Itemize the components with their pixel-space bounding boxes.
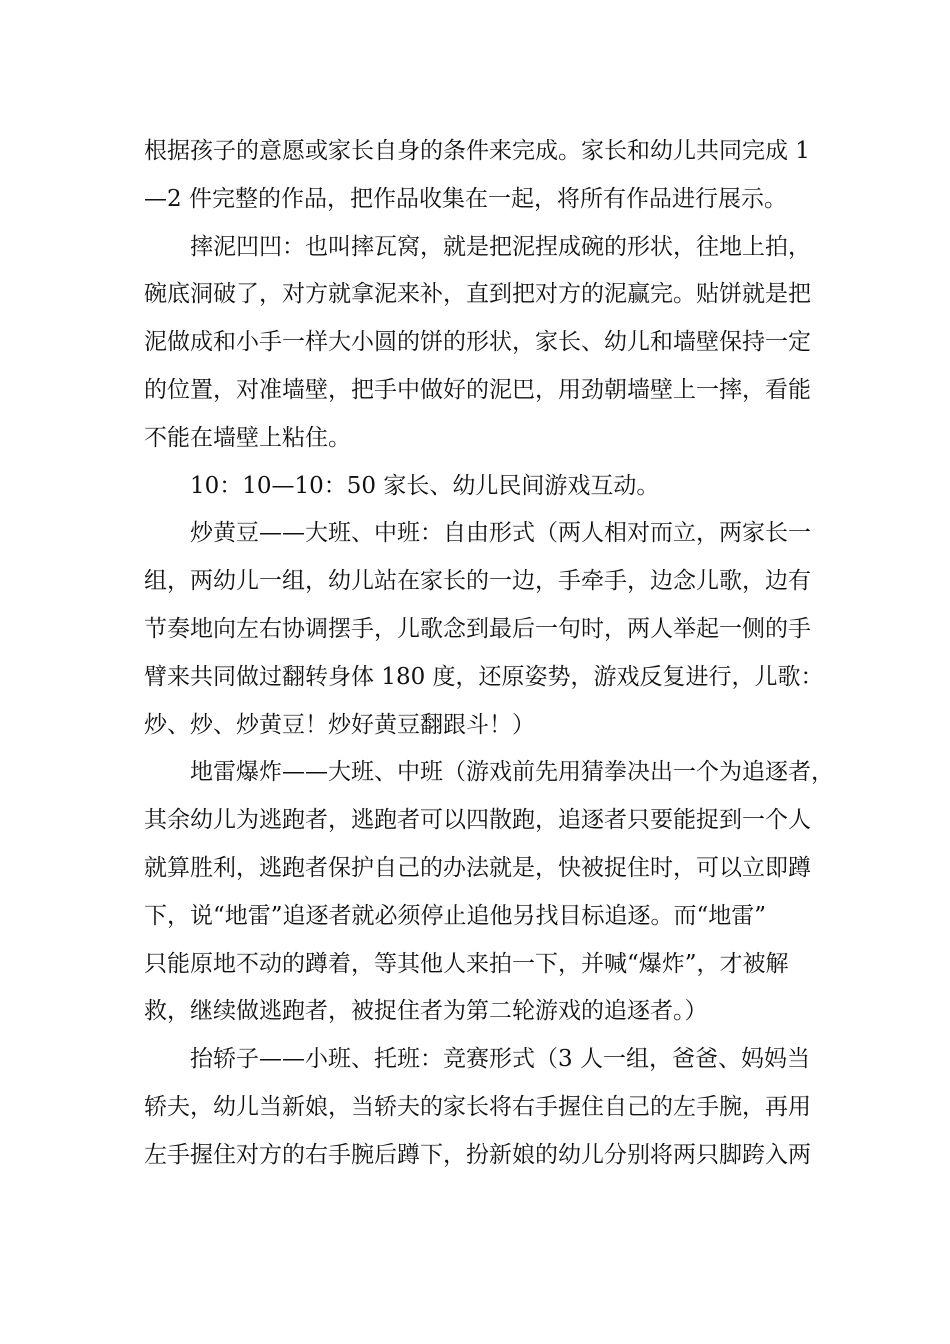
text-line: 下，说“地雷”追逐者就必须停止追他另找目标追逐。而“地雷” — [144, 902, 767, 929]
text-line: 10：10—10：50 家长、幼儿民间游戏互动。 — [190, 472, 660, 499]
text-line: 根据孩子的意愿或家长自身的条件来完成。家长和幼儿共同完成 1 — [144, 138, 810, 164]
text-line: 轿夫，幼儿当新娘，当轿夫的家长将右手握住自己的左手腕，再用 — [144, 1093, 811, 1120]
text-line: 只能原地不动的蹲着，等其他人来拍一下，并喊“爆炸”，才被解 — [144, 950, 789, 977]
text-line: 抬轿子——小班、托班：竞赛形式（3 人一组，爸爸、妈妈当 — [190, 1046, 810, 1073]
text-line: —2 件完整的作品，把作品收集在一起，将所有作品进行展示。 — [144, 185, 787, 212]
text-line: 组，两幼儿一组，幼儿站在家长的一边，手牵手，边念儿歌，边有 — [144, 568, 811, 595]
text-line: 就算胜利，逃跑者保护自己的办法就是，快被捉住时，可以立即蹲 — [144, 854, 811, 881]
text-line: 节奏地向左右协调摆手，儿歌念到最后一句时，两人举起一侧的手 — [144, 615, 811, 642]
text-line: 不能在墙壁上粘住。 — [144, 424, 351, 451]
text-line: 其余幼儿为逃跑者，逃跑者可以四散跑，追逐者只要能捉到一个人 — [144, 807, 811, 834]
text-line: 炒黄豆——大班、中班：自由形式（两人相对而立，两家长一 — [190, 520, 811, 547]
text-line: 臂来共同做过翻转身体 180 度，还原姿势，游戏反复进行，儿歌： — [144, 663, 824, 690]
text-line: 泥做成和小手一样大小圆的饼的形状，家长、幼儿和墙壁保持一定 — [144, 329, 811, 356]
body-text — [144, 128, 834, 1180]
text-line: 摔泥凹凹：也叫摔瓦窝，就是把泥捏成碗的形状，往地上拍， — [190, 233, 811, 260]
text-line: 地雷爆炸——大班、中班（游戏前先用猜拳决出一个为追逐者， — [190, 759, 834, 786]
text-line: 左手握住对方的右手腕后蹲下，扮新娘的幼儿分别将两只脚跨入两 — [144, 1141, 811, 1168]
text-line: 碗底洞破了，对方就拿泥来补，直到把对方的泥赢完。贴饼就是把 — [144, 281, 811, 308]
text-line: 的位置，对准墙壁，把手中做好的泥巴，用劲朝墙壁上一摔，看能 — [144, 376, 811, 403]
text-line: 救，继续做逃跑者，被捉住者为第二轮游戏的追逐者。） — [144, 998, 708, 1025]
text-line: 炒、炒、炒黄豆！炒好黄豆翻跟斗！） — [144, 711, 535, 738]
